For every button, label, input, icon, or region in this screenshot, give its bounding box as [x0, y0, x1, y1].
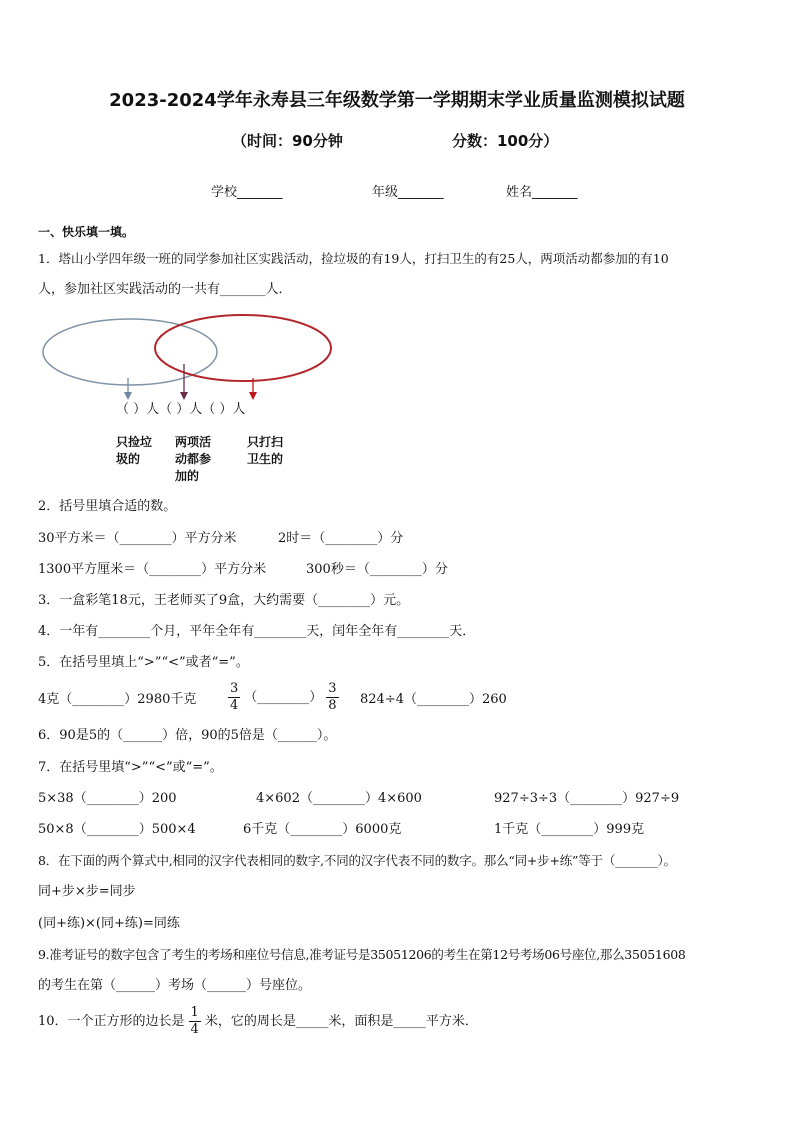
question-5-title: 5．在括号里填上“>”“<”或者“=”。: [38, 655, 249, 670]
question-3: 3．一盒彩笔18元，王老师买了9盒，大约需要（________）元。: [38, 593, 410, 608]
question-9-line1: 9.准考证号的数字包含了考生的考场和座位号信息,准考证号是35051206的考生在第12号考场06号座位,那么35051608: [38, 947, 686, 962]
question-1-line1: 1．塔山小学四年级一班的同学参加社区实践活动，捡垃圾的有19人，打扫卫生的有25人，两项活动都参加的有10: [38, 251, 669, 266]
question-7-title: 7．在括号里填“>”“<”或“=”。: [38, 760, 223, 775]
question-8-line1: 8．在下面的两个算式中,相同的汉字代表相同的数字,不同的汉字代表不同的数字。那么“同+步+练”等于（_______）。: [38, 853, 676, 868]
question-5-item-b: $\frac{3}{4}$ （________） $\frac{3}{8}$: [230, 681, 337, 713]
label-both: 两项活动都参加的: [175, 435, 212, 483]
question-2-item: 1300平方厘米＝（________）平方分米: [38, 562, 267, 577]
venn-blanks: （ ）人（ ）人（ ）人: [116, 402, 246, 417]
question-2-item: 30平方米＝（________）平方分米: [38, 531, 237, 546]
venn-diagram: [36, 312, 346, 407]
question-7-item: 5×38（________）200: [38, 791, 177, 806]
question-2-item: 2时＝（________）分: [278, 531, 404, 546]
label-only-cleaning: 只打扫卫生的: [247, 435, 284, 466]
school-field: 学校_______: [211, 185, 283, 200]
question-8-line3: (同+练)×(同+练)=同练: [38, 916, 180, 931]
question-5-item-a: 4克（________）2980千克: [38, 692, 197, 707]
time-info: （时间：90分钟: [232, 132, 343, 150]
question-4: 4．一年有________个月，平年全年有________天，闰年全年有________天．: [38, 624, 476, 639]
fraction: $\frac{1}{4}$: [190, 1005, 199, 1037]
score-info: 分数：100分）: [452, 132, 559, 150]
question-7-item: 6千克（________）6000克: [243, 822, 402, 837]
page-title: 2023-2024学年永寿县三年级数学第一学期期末学业质量监测模拟试题: [109, 90, 685, 111]
question-1-line2: 人，参加社区实践活动的一共有_______人．: [38, 282, 292, 297]
grade-field: 年级_______: [372, 185, 444, 200]
question-7-item: 4×602（________）4×600: [256, 791, 422, 806]
question-7-item: 927÷3÷3（________）927÷9: [494, 791, 680, 806]
name-field: 姓名_______: [506, 185, 578, 200]
right-ellipse: [155, 315, 331, 381]
question-6: 6．90是5的（______）倍，90的5倍是（______）。: [38, 728, 337, 743]
label-only-garbage: 只捡垃圾的: [116, 435, 153, 466]
question-9-line2: 的考生在第（______）考场（______）号座位。: [38, 978, 312, 993]
question-10: 10．一个正方形的边长是 $\frac{1}{4}$ 米，它的周长是_____米，面积是_____平方米．: [38, 1005, 478, 1037]
question-2-title: 2．括号里填合适的数。: [38, 499, 177, 514]
fraction: $\frac{3}{4}$: [230, 681, 239, 713]
question-5-item-c: 824÷4（________）260: [360, 692, 507, 707]
question-7-item: 50×8（________）500×4: [38, 822, 196, 837]
question-7-item: 1千克（________）999克: [494, 822, 645, 837]
question-2-item: 300秒＝（________）分: [306, 562, 448, 577]
question-8-line2: 同+步×步=同步: [38, 884, 136, 899]
fraction: $\frac{3}{8}$: [328, 681, 337, 713]
section-heading: 一、快乐填一填。: [38, 225, 135, 239]
